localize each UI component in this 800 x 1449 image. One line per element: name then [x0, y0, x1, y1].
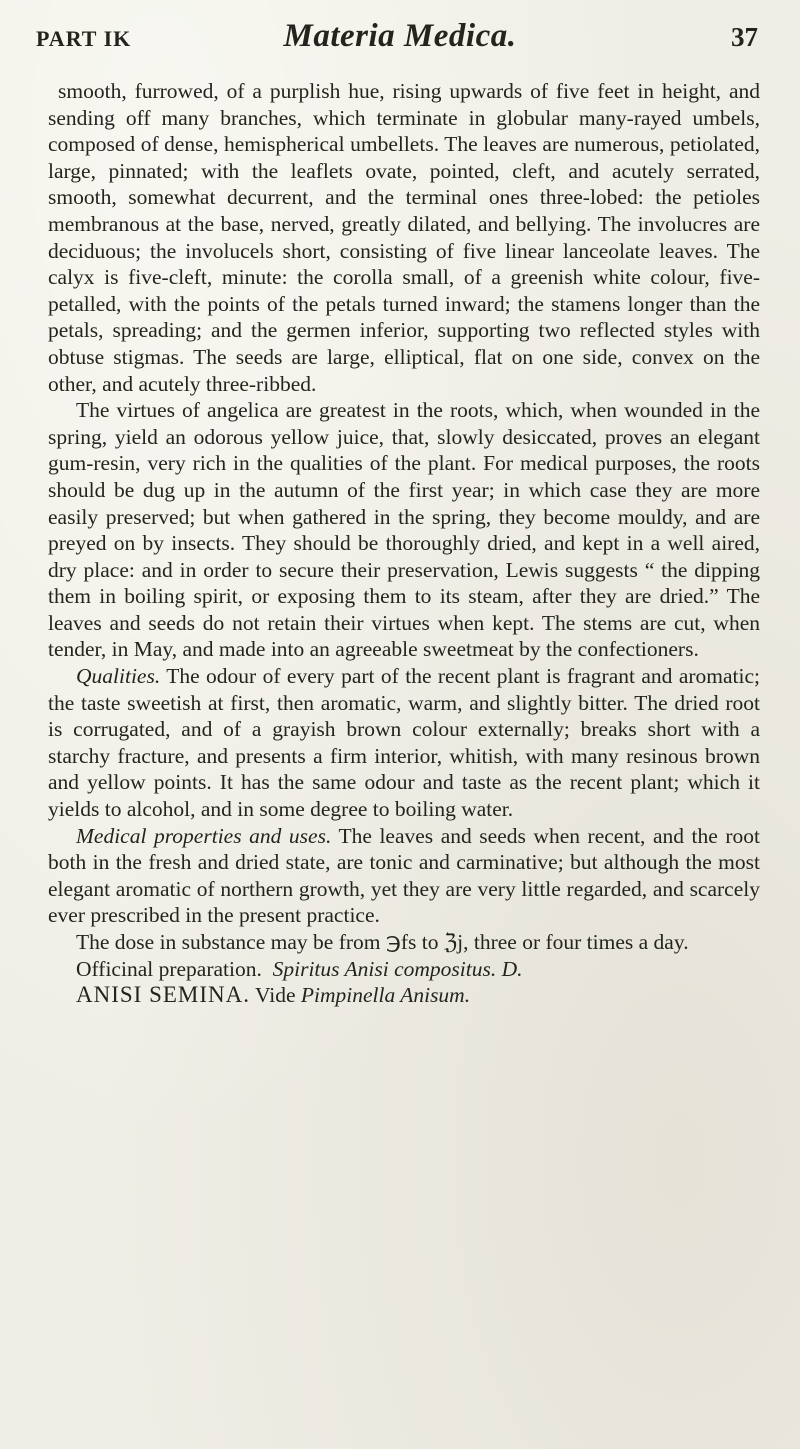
page-number: 37	[731, 22, 758, 52]
paragraph-medical-properties	[48, 823, 760, 929]
paragraph-anisi	[48, 982, 760, 1009]
running-title: Materia Medica.	[283, 18, 517, 54]
paragraph-officinal	[48, 956, 760, 983]
running-header	[36, 18, 764, 62]
paragraph-virtues: The virtues of angelica are greatest in the roots, which, when wounded in the spring, yield an odorous yellow juice, that, slowly desiccated, proves an elegant gum-resin, very rich in the qualities of the plant. For medical purposes, the roots should be dug up in the autumn of the first year; in which case they are more easily preserved; but when gathered in the spring, they become mouldy, and are preyed on by insects. They should be thoroughly dried, and kept in a well aired, dry place: and in order to secure their preservation, Lewis suggests “ the dipping them in boiling spirit, or exposing them to its steam, after they are dried.” The leaves and seeds do not retain their virtues when kept. The stems are cut, when tender, in May, and made into an agreeable sweetmeat by the confectioners.	[48, 398, 760, 662]
qualities-label: Qualities.	[76, 664, 161, 689]
paragraph-qualities	[48, 663, 760, 823]
medical-properties-label: Medical properties and uses.	[76, 823, 332, 848]
vide-text: Vide	[250, 983, 301, 1008]
paragraph-description: smooth, furrowed, of a purplish hue, rising upwards of five feet in height, and sending off many branches, which terminate in globular many-rayed umbels, composed of dense, hemispherical umbellets. The leaves are numerous, petiolated, large, pinnated; with the leaflets ovate, pointed, cleft, and acutely serrated, smooth, somewhat decurrent, and the terminal ones three-lobed: the petioles membranous at the base, nerved, greatly dilated, and bellying. The involucres are deciduous; the involucels short, consisting of five linear lanceolate leaves. The calyx is five-cleft, minute: the corolla small, of a greenish white colour, five-petalled, with the points of the petals turned inward; the stamens longer than the petals, spreading; and the germen inferior, supporting two reflected styles with obtuse stigmas. The seeds are large, elliptical, flat on one side, convex on the other, and acutely three-ribbed.	[48, 79, 760, 396]
paragraph-dose: The dose in substance may be from ℈fs to ℨj, three or four times a day.	[76, 930, 689, 954]
body-text	[48, 78, 760, 1009]
officinal-preparation: Spiritus Anisi compositus. D.	[272, 956, 523, 981]
medical-properties-text: The leaves and seeds when recent, and the root both in the fresh and dried state, are tonic and carminative; but although the most elegant aromatic of northern growth, yet they are very little regarded, and scarcely ever prescribed in the present practice.	[48, 823, 761, 928]
anisi-heading: ANISI SEMINA.	[76, 982, 250, 1008]
qualities-text: The odour of every part of the recent plant is fragrant and aromatic; the taste sweetish at first, then aromatic, warm, and slightly bitter. The dried root is corrugated, and of a grayish brown colour externally; breaks short with a starchy fracture, and presents a firm interior, whitish, with many resinous brown and yellow points. It has the same odour and taste as the recent plant; which it yields to alcohol, and in some degree to boiling water.	[48, 664, 760, 822]
cross-reference: Pimpinella Anisum.	[300, 983, 471, 1008]
part-label: PART IK	[36, 26, 132, 51]
officinal-label: Officinal preparation.	[76, 956, 262, 981]
